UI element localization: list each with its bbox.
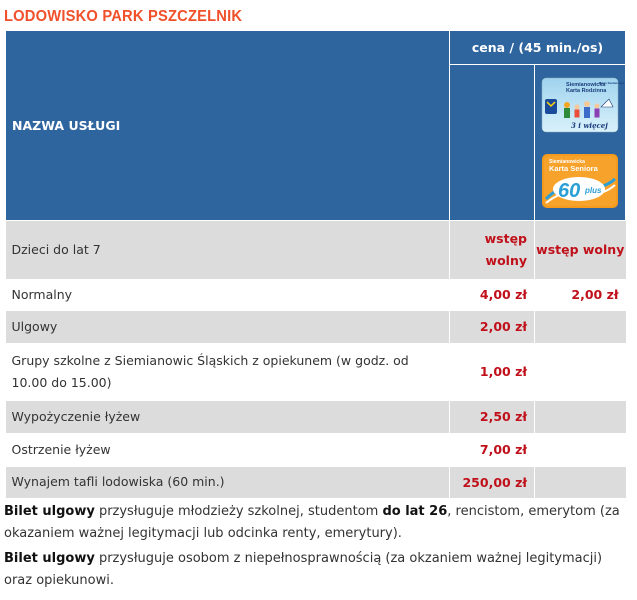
table-row [6, 221, 626, 279]
table-row [6, 433, 626, 467]
header-empty-cell [450, 65, 535, 221]
family-card-logo [541, 77, 625, 133]
row-card-price [535, 343, 626, 401]
note2-bold-label: Bilet ulgowy [4, 551, 95, 566]
table-header-row [6, 31, 626, 65]
table-row [6, 343, 626, 401]
row-card-price [535, 433, 626, 467]
row-price: 7,00 zł [450, 433, 535, 467]
row-price: 4,00 zł [450, 279, 535, 311]
row-card-price [535, 467, 626, 498]
family-card-mini: Miasto Siemianowice [599, 81, 625, 85]
table-row [6, 401, 626, 433]
table-row [6, 279, 626, 311]
family-card-line2: Karta Rodzinna [566, 87, 607, 94]
row-name: Dzieci do lat 7 [6, 221, 450, 279]
row-name: Grupy szkolne z Siemianowic Śląskich z opiekunem (w godz. od 10.00 do 15.00) [6, 343, 450, 401]
header-service-name: NAZWA USŁUGI [6, 31, 450, 221]
row-price: 2,00 zł [450, 311, 535, 343]
row-name: Normalny [6, 279, 450, 311]
senior-card-line1: Siemianowicka [549, 158, 585, 165]
table-row [6, 311, 626, 343]
row-name: Wynajem tafli lodowiska (60 min.) [6, 467, 450, 498]
note1-bold-label: Bilet ulgowy [4, 504, 95, 519]
row-price: wstęp wolny [450, 221, 535, 279]
row-price: 2,50 zł [450, 401, 535, 433]
row-card-price [535, 311, 626, 343]
note1-text-a: przysługuje młodzieży szkolnej, studentom [94, 504, 383, 519]
row-card-price: wstęp wolny [535, 221, 626, 279]
row-card-price [535, 401, 626, 433]
row-name: Ostrzenie łyżew [6, 433, 450, 467]
senior-card-badge-suffix: plus [585, 185, 602, 195]
note2-text: przysługuje osobom z niepełnosprawnością (za okzaniem ważnej legitymacji) oraz opiekunowi. [4, 551, 603, 588]
senior-card-logo [541, 153, 619, 209]
page-title: LODOWISKO PARK PSZCZELNIK [4, 8, 243, 25]
header-cards-cell [535, 65, 626, 221]
row-name: Ulgowy [6, 311, 450, 343]
table-row [6, 467, 626, 498]
row-name: Wypożyczenie łyżew [6, 401, 450, 433]
senior-card-line2: Karta Seniora [549, 163, 598, 173]
note-reduced-ticket-students [4, 501, 632, 545]
price-table [5, 30, 626, 498]
family-card-line3: 3 i więcej [571, 120, 608, 130]
family-card-line1: Siemianowicka [566, 81, 606, 88]
row-price: 250,00 zł [450, 467, 535, 498]
note-reduced-ticket-disabled [4, 548, 632, 592]
header-price: cena / (45 min./os) [450, 31, 626, 65]
row-price: 1,00 zł [450, 343, 535, 401]
row-card-price: 2,00 zł [535, 279, 626, 311]
note1-text-b: , rencistom, emerytom (za okazaniem ważnej legitymacji lub odcinka renty, emerytury). [4, 504, 620, 541]
senior-card-badge: 60 [558, 179, 581, 202]
note1-bold-age: do lat 26 [382, 504, 448, 519]
